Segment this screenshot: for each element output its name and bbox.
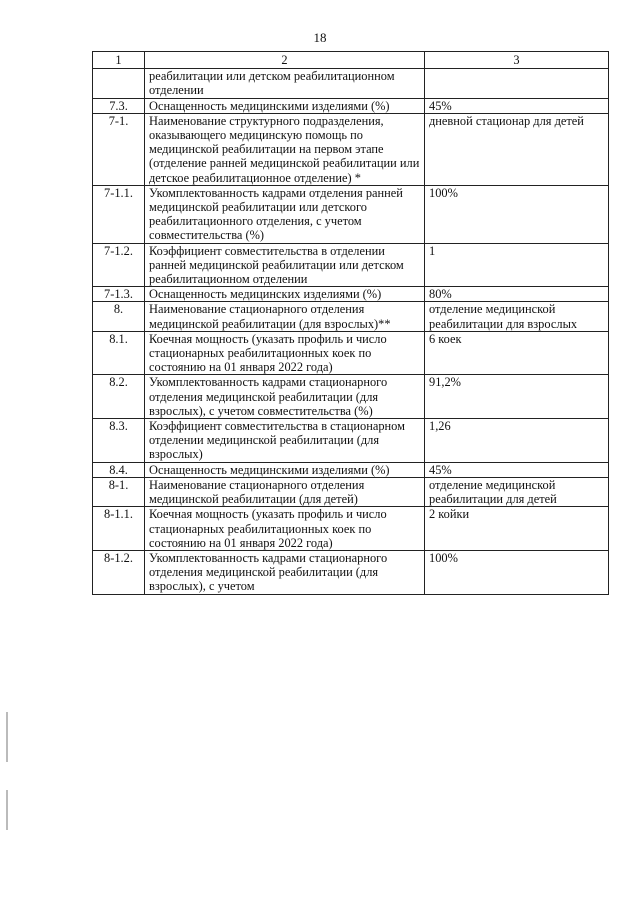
- page-number: 18: [313, 30, 327, 45]
- row-description-cell: Наименование структурного подразделения, оказывающего медицинскую помощь по медицинской реабилитации на первом этапе (отделение ранней медицинской реабилитации или детское реабилитационное отделение) *: [145, 113, 425, 185]
- table-row: [93, 302, 609, 331]
- row-number-cell: 8-1.1.: [93, 507, 145, 551]
- row-value-cell: 100%: [425, 185, 609, 243]
- table-row: [93, 69, 609, 98]
- row-number-cell: [93, 69, 145, 98]
- row-number-cell: 8.2.: [93, 375, 145, 419]
- row-value-cell: 1: [425, 243, 609, 287]
- row-value-cell: 1,26: [425, 419, 609, 463]
- row-description-cell: Оснащенность медицинских изделиями (%): [145, 287, 425, 302]
- table-row: [93, 375, 609, 419]
- row-number-cell: 8.1.: [93, 331, 145, 375]
- row-value-cell: 45%: [425, 462, 609, 477]
- row-value-cell: 6 коек: [425, 331, 609, 375]
- row-description-cell: Укомплектованность кадрами отделения ранней медицинской реабилитации или детского реабилитационного отделения, с учетом совместительства (%): [145, 185, 425, 243]
- table-row: [93, 550, 609, 594]
- table-row: [93, 243, 609, 287]
- column-header: 1: [93, 52, 145, 69]
- row-number-cell: 7-1.1.: [93, 185, 145, 243]
- row-number-cell: 8.3.: [93, 419, 145, 463]
- row-value-cell: 80%: [425, 287, 609, 302]
- scan-edge-mark: [6, 712, 8, 762]
- table-row: [93, 98, 609, 113]
- row-description-cell: Наименование стационарного отделения медицинской реабилитации (для взрослых)**: [145, 302, 425, 331]
- row-description-cell: Коечная мощность (указать профиль и число стационарных реабилитационных коек по состоянию на 01 января 2022 года): [145, 507, 425, 551]
- column-header: 2: [145, 52, 425, 69]
- row-description-cell: Наименование стационарного отделения медицинской реабилитации (для детей): [145, 477, 425, 506]
- column-header: 3: [425, 52, 609, 69]
- row-description-cell: Коэффициент совместительства в стационарном отделении медицинской реабилитации (для взрослых): [145, 419, 425, 463]
- row-number-cell: 7.3.: [93, 98, 145, 113]
- row-number-cell: 8-1.: [93, 477, 145, 506]
- table-row: [93, 331, 609, 375]
- row-number-cell: 7-1.: [93, 113, 145, 185]
- row-description-cell: Укомплектованность кадрами стационарного отделения медицинской реабилитации (для взрослых), с учетом совместительства (%): [145, 375, 425, 419]
- row-number-cell: 8.4.: [93, 462, 145, 477]
- row-value-cell: 2 койки: [425, 507, 609, 551]
- table-row: [93, 185, 609, 243]
- row-value-cell: 45%: [425, 98, 609, 113]
- row-value-cell: отделение медицинской реабилитации для детей: [425, 477, 609, 506]
- table-row: [93, 113, 609, 185]
- table-body: [93, 69, 609, 594]
- row-description-cell: Оснащенность медицинскими изделиями (%): [145, 462, 425, 477]
- row-value-cell: отделение медицинской реабилитации для взрослых: [425, 302, 609, 331]
- table-row: [93, 419, 609, 463]
- header-row: [93, 52, 609, 69]
- table-row: [93, 507, 609, 551]
- row-description-cell: реабилитации или детском реабилитационном отделении: [145, 69, 425, 98]
- row-value-cell: 91,2%: [425, 375, 609, 419]
- table-row: [93, 477, 609, 506]
- row-value-cell: [425, 69, 609, 98]
- row-number-cell: 8.: [93, 302, 145, 331]
- table-row: [93, 287, 609, 302]
- row-number-cell: 7-1.2.: [93, 243, 145, 287]
- row-description-cell: Укомплектованность кадрами стационарного отделения медицинской реабилитации (для взрослых), с учетом: [145, 550, 425, 594]
- scan-edge-mark: [6, 790, 8, 830]
- row-description-cell: Коечная мощность (указать профиль и число стационарных реабилитационных коек по состоянию на 01 января 2022 года): [145, 331, 425, 375]
- table-row: [93, 462, 609, 477]
- data-table: [92, 51, 609, 595]
- row-number-cell: 7-1.3.: [93, 287, 145, 302]
- row-number-cell: 8-1.2.: [93, 550, 145, 594]
- row-description-cell: Коэффициент совместительства в отделении ранней медицинской реабилитации или детском реабилитационном отделении: [145, 243, 425, 287]
- row-value-cell: дневной стационар для детей: [425, 113, 609, 185]
- row-description-cell: Оснащенность медицинскими изделиями (%): [145, 98, 425, 113]
- row-value-cell: 100%: [425, 550, 609, 594]
